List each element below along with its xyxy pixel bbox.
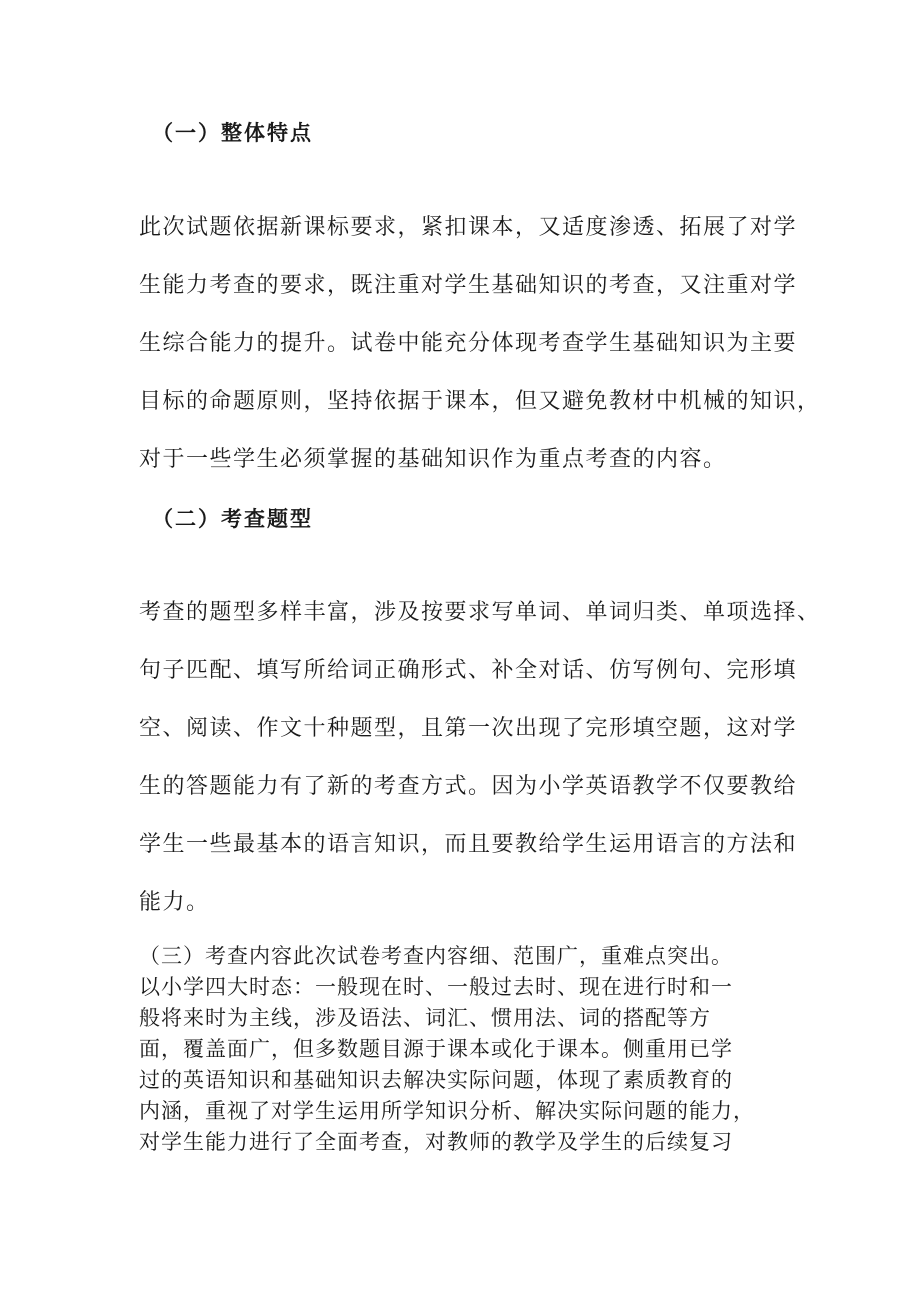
paragraph-line: 以小学四大时态：一般现在时、一般过去时、现在进行时和一 — [139, 975, 733, 999]
paragraph-line: 生能力考查的要求，既注重对学生基础知识的考查，又注重对学 — [139, 273, 798, 298]
paragraph-line: 对于一些学生必须掌握的基础知识作为重点考查的内容。 — [139, 447, 727, 472]
paragraph-line: 能力。 — [139, 890, 210, 915]
paragraph-line: 生综合能力的提升。试卷中能充分体现考查学生基础知识为主要 — [139, 331, 798, 356]
paragraph-line: 目标的命题原则，坚持依据于课本，但又避免教材中机械的知识， — [139, 389, 821, 414]
paragraph-question-types — [139, 584, 821, 932]
paragraph-overall-features — [139, 199, 821, 489]
paragraph-line: 空、阅读、作文十种题型，且第一次出现了完形填空题，这对学 — [139, 716, 798, 741]
paragraph-line: 般将来时为主线，涉及语法、词汇、惯用法、词的搭配等方 — [139, 1006, 711, 1030]
paragraph-line: 生的答题能力有了新的考查方式。因为小学英语教学不仅要教给 — [139, 774, 798, 799]
paragraph-line: 学生一些最基本的语言知识，而且要教给学生运用语言的方法和 — [139, 832, 798, 857]
paragraph-exam-content — [139, 941, 789, 1158]
section-heading-question-types: （二）考查题型 — [152, 506, 313, 531]
paragraph-line: 内涵，重视了对学生运用所学知识分析、解决实际问题的能力， — [139, 1099, 755, 1123]
paragraph-line: 句子匹配、填写所给词正确形式、补全对话、仿写例句、完形填 — [139, 658, 798, 683]
section-heading-overall-features: （一）整体特点 — [152, 120, 313, 145]
paragraph-line: （三）考查内容此次试卷考查内容细、范围广，重难点突出。 — [139, 944, 733, 968]
paragraph-line: 考查的题型多样丰富，涉及按要求写单词、单词归类、单项选择、 — [139, 600, 821, 625]
paragraph-line: 对学生能力进行了全面考查，对教师的教学及学生的后续复习 — [139, 1130, 733, 1154]
paragraph-line: 过的英语知识和基础知识去解决实际问题，体现了素质教育的 — [139, 1068, 733, 1092]
paragraph-line: 面，覆盖面广，但多数题目源于课本或化于课本。侧重用已学 — [139, 1037, 733, 1061]
paragraph-line: 此次试题依据新课标要求，紧扣课本，又适度渗透、拓展了对学 — [139, 215, 798, 240]
